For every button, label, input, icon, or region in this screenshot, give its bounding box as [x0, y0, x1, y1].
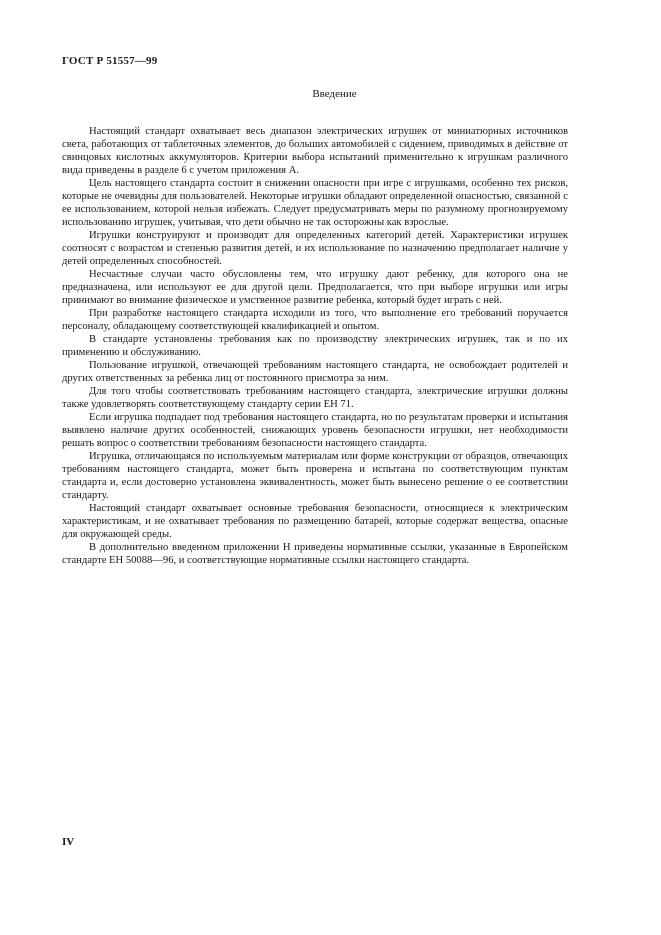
- paragraph: Цель настоящего стандарта состоит в снижении опасности при игре с игрушками, особенно тех рисков, которые не очевидны для пользователей. Некоторые игрушки обладают определенной опасностью, связанной с ее использованием, которой нельзя избежать. Следует предусматривать меры по разумному прогнозируемому использованию игрушек, учитывая, что дети обычно не так осторожны как взрослые.: [62, 178, 568, 228]
- paragraph: В стандарте установлены требования как по производству электрических игрушек, так и по их применению и обслуживанию.: [62, 334, 568, 358]
- paragraph: При разработке настоящего стандарта исходили из того, что выполнение его требований поручается персоналу, обладающему соответствующей квалификацией и опытом.: [62, 308, 568, 332]
- section-title: Введение: [312, 88, 357, 100]
- paragraph: Настоящий стандарт охватывает основные требования безопасности, относящиеся к электрическим характеристикам, и не охватывает требования по размещению батарей, которые содержат вещества, опасные для окружающей среды.: [62, 503, 568, 540]
- paragraph: Игрушки конструируют и производят для определенных категорий детей. Характеристики игрушек соотносят с возрастом и степенью развития детей, и их использование по назначению предполагает наличие у детей определенных способностей.: [62, 230, 568, 267]
- paragraph: Пользование игрушкой, отвечающей требованиям настоящего стандарта, не освобождает родителей и других ответственных за ребенка лиц от постоянного присмотра за ним.: [62, 360, 568, 384]
- paragraph: В дополнительно введенном приложении Н приведены нормативные ссылки, указанные в Европейском стандарте ЕН 50088—96, и соответствующие нормативные ссылки настоящего стандарта.: [62, 542, 568, 566]
- page-number: IV: [62, 836, 75, 848]
- paragraph: Настоящий стандарт охватывает весь диапазон электрических игрушек от миниатюрных источников света, работающих от таблеточных элементов, до больших автомобилей с сидением, приводимых в действие от свинцовых кислотных аккумуляторов. Критерии выбора испытаний применительно к игрушкам различного вида приведены в разделе 6 с учетом приложения А.: [62, 126, 568, 176]
- document-code: ГОСТ Р 51557—99: [62, 55, 158, 67]
- paragraph: Игрушка, отличающаяся по используемым материалам или форме конструкции от образцов, отвечающих требованиям настоящего стандарта, может быть проверена и испытана по соответствующим пунктам стандарта и, если достоверно установлена эквивалентность, может быть вынесено решение о ее соответствии стандарту.: [62, 451, 568, 501]
- body-text: [62, 125, 568, 567]
- paragraph: Если игрушка подпадает под требования настоящего стандарта, но по результатам проверки и испытания выявлено наличие других особенностей, снижающих уровень безопасности игрушки, нет необходимости решать вопрос о соответствии требованиям безопасности настоящего стандарта.: [62, 412, 568, 449]
- paragraph: Несчастные случаи часто обусловлены тем, что игрушку дают ребенку, для которого она не предназначена, или используют ее для другой цели. Предполагается, что при выборе игрушки или игры принимают во внимание физическое и умственное развитие ребенка, который будет играть с ней.: [62, 269, 568, 306]
- paragraph: Для того чтобы соответствовать требованиям настоящего стандарта, электрические игрушки должны также удовлетворять соответствующему стандарту серии ЕН 71.: [62, 386, 568, 410]
